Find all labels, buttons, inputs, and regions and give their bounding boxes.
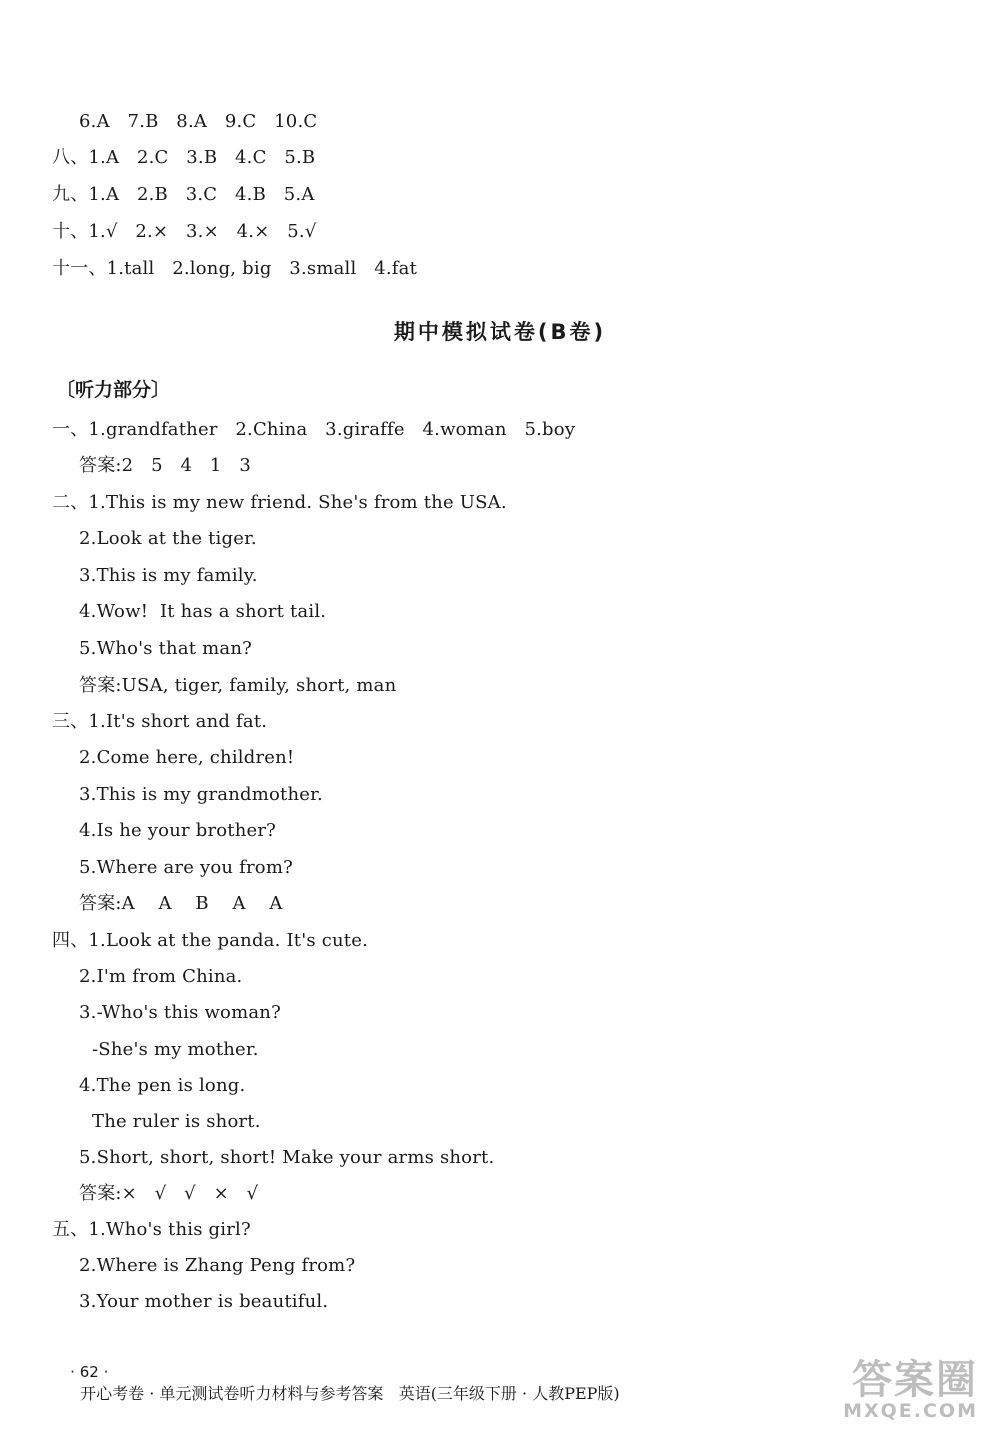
part3-item-4: 4.Is he your brother? — [79, 820, 277, 841]
part4-answer: 答案:× √ √ × √ — [79, 1183, 259, 1204]
watermark-top-text: 答案圈 — [852, 1357, 978, 1403]
part2-item-5: 5.Who's that man? — [79, 638, 252, 659]
part2-answer: 答案:USA, tiger, family, short, man — [79, 675, 397, 696]
section-heading: 〔听力部分〕 — [56, 379, 171, 401]
part4-item-3b: -She's my mother. — [92, 1039, 259, 1060]
part4-item-4a: 4.The pen is long. — [79, 1075, 246, 1096]
part4-item-1: 四、1.Look at the panda. It's cute. — [52, 930, 368, 951]
part5-item-3: 3.Your mother is beautiful. — [79, 1291, 329, 1312]
part4-item-2: 2.I'm from China. — [79, 966, 243, 987]
page-number: · 62 · — [70, 1363, 109, 1381]
part4-item-3a: 3.-Who's this woman? — [79, 1002, 281, 1023]
part1-answer: 答案:2 5 4 1 3 — [79, 455, 251, 476]
watermark-bottom-text: MXQE.COM — [843, 1400, 978, 1422]
part3-answer: 答案:A A B A A — [79, 893, 283, 914]
answer-line-10: 十、1.√ 2.× 3.× 4.× 5.√ — [52, 221, 317, 242]
part5-item-1: 五、1.Who's this girl? — [52, 1219, 251, 1240]
part2-item-2: 2.Look at the tiger. — [79, 528, 257, 549]
part2-item-1: 二、1.This is my new friend. She's from the USA. — [52, 492, 507, 513]
part5-item-2: 2.Where is Zhang Peng from? — [79, 1255, 356, 1276]
answer-line-11: 十一、1.tall 2.long, big 3.small 4.fat — [52, 258, 418, 279]
site-watermark — [808, 1348, 978, 1426]
answer-line-9: 九、1.A 2.B 3.C 4.B 5.A — [52, 184, 315, 205]
answer-line-8: 八、1.A 2.C 3.B 4.C 5.B — [52, 147, 316, 168]
part3-item-1: 三、1.It's short and fat. — [52, 711, 268, 732]
page-footer — [60, 1343, 620, 1404]
answer-line-7: 6.A 7.B 8.A 9.C 10.C — [79, 111, 318, 132]
exam-title: 期中模拟试卷(B卷) — [393, 320, 607, 344]
book-title: 开心考卷 · 单元测试卷听力材料与参考答案 英语(三年级下册 · 人教PEP版) — [80, 1384, 620, 1403]
part1-items: 一、1.grandfather 2.China 3.giraffe 4.woman 5.boy — [52, 419, 576, 440]
part4-item-5: 5.Short, short, short! Make your arms short. — [79, 1147, 495, 1168]
part3-item-2: 2.Come here, children! — [79, 747, 295, 768]
part3-item-5: 5.Where are you from? — [79, 857, 293, 878]
part2-item-4: 4.Wow! It has a short tail. — [79, 601, 327, 622]
part2-item-3: 3.This is my family. — [79, 565, 258, 586]
part3-item-3: 3.This is my grandmother. — [79, 784, 323, 805]
part4-item-4b: The ruler is short. — [92, 1111, 261, 1132]
